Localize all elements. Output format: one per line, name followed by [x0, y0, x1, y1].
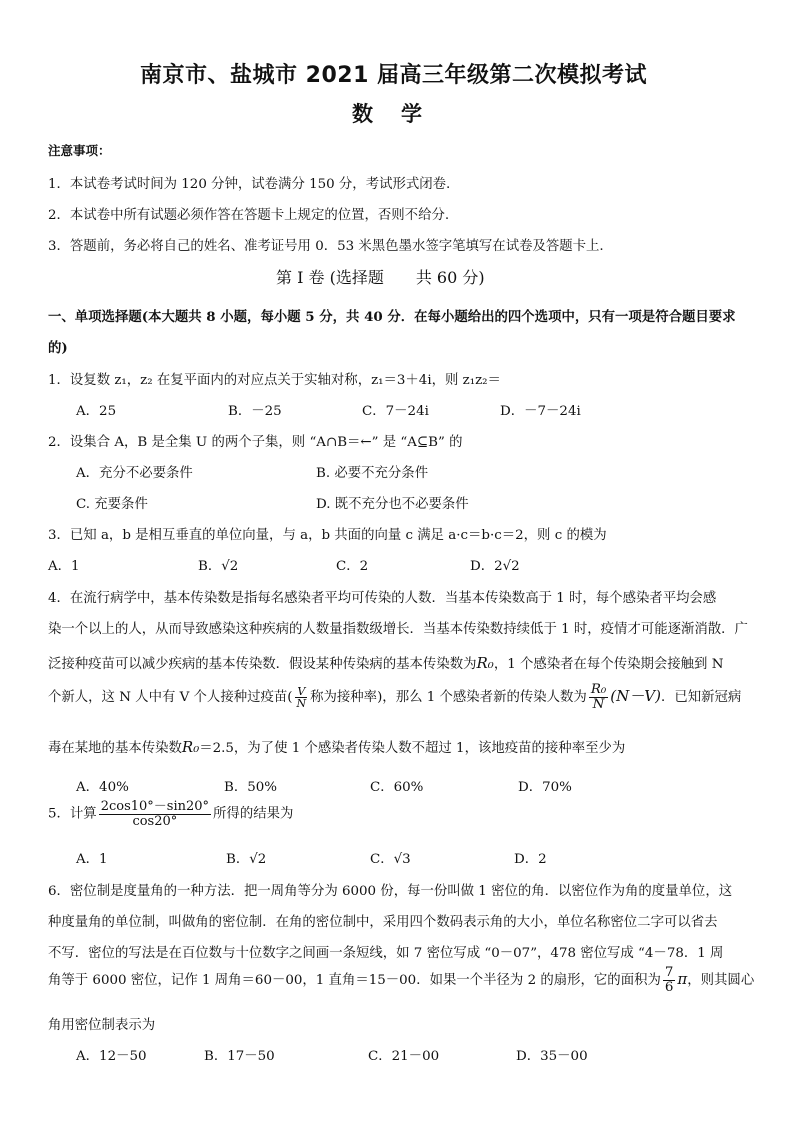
q4-option-d: D．70%: [518, 780, 572, 795]
q2-option-c: C. 充要条件: [76, 497, 148, 512]
q3-option-a: A．1: [48, 559, 80, 574]
q5-expression-fraction: [99, 800, 211, 828]
q4-line-1: 4．在流行病学中，基本传染数是指每名感染者平均可传染的人数．当基本传染数高于 1 时，每个感染者平均会感: [48, 591, 717, 606]
q6-option-d: D．35－00: [516, 1049, 588, 1064]
q6-frac-den: 6: [664, 980, 674, 996]
q2-stem: 2．设集合 A，B 是全集 U 的两个子集，则 “A∩B＝←” 是 “A⊆B” 的: [48, 435, 463, 450]
q2-option-a: A．充分不必要条件: [76, 466, 193, 481]
q6-option-a: A．12－50: [76, 1049, 147, 1064]
q4-line-3-text-a: 泛接种疫苗可以减少疾病的基本传染数．假设某种传染病的基本传染数为: [48, 657, 477, 672]
q4-option-c: C．60%: [370, 780, 424, 795]
q4-frac-v: V: [297, 684, 306, 698]
notice-item-2: 2．本试卷中所有试题必须作答在答题卡上规定的位置，否则不给分.: [48, 208, 450, 223]
q5-stem: [48, 800, 293, 828]
notice-heading: 注意事项：: [48, 143, 111, 158]
q5-option-d: D．2: [514, 852, 547, 867]
q4-frac-n-2: N: [592, 697, 605, 713]
q5-numerator: 2cos10°－sin20°: [100, 799, 210, 814]
q1-option-a: A．25: [76, 404, 117, 419]
q4-line-5-text-b: ＝2.5，为了使 1 个感染者传染人数不超过 1，该地疫苗的接种率至少为: [199, 741, 626, 756]
q1-option-b: B．－25: [228, 404, 282, 419]
q5-option-c: C．√3: [370, 852, 411, 867]
q3-option-b: B．√2: [198, 559, 239, 574]
q5-option-a: A．1: [76, 852, 108, 867]
q4-line-5: [48, 737, 625, 756]
q6-option-b: B．17－50: [204, 1049, 275, 1064]
q4-r0-symbol: R₀: [476, 654, 494, 672]
q3-option-d: D．2√2: [470, 559, 520, 574]
q4-line-4-text-b: 称为接种率)，那么 1 个感染者新的传染人数为: [310, 690, 587, 706]
q4-frac-n: N: [296, 697, 307, 711]
q6-line-2: 种度量角的单位制，叫做角的密位制．在角的密位制中，采用四个数码表示角的大小，单位名称密位二字可以省去: [48, 915, 718, 930]
subject-title: 数学: [352, 102, 450, 126]
q6-line-3: 不写．密位的写法是在百位数与十位数字之间画一条短线，如 7 密位写成 “0－07”，478 密位写成 “4－78．1 周: [48, 946, 724, 961]
q5-denominator: cos20°: [132, 813, 178, 829]
q1-stem: 1．设复数 z₁，z₂ 在复平面内的对应点关于实轴对称，z₁＝3＋4i，则 z₁z₂＝: [48, 373, 501, 388]
q4-line-4: [48, 683, 741, 712]
q4-r0-symbol-2: R₀: [181, 738, 200, 756]
section-intro-line-2: 的): [48, 340, 68, 356]
q4-option-a: A．40%: [76, 780, 129, 795]
exam-title: 南京市、盐城市 2021 届高三年级第二次模拟考试: [140, 63, 648, 88]
q6-line-1: 6．密位制是度量角的一种方法．把一周角等分为 6000 份，每一份叫做 1 密位的角．以密位作为角的度量单位，这: [48, 884, 733, 899]
q3-stem: 3．已知 a，b 是相互垂直的单位向量，与 a，b 共面的向量 c 满足 a·c＝b·c＝2，则 c 的模为: [48, 528, 607, 543]
notice-item-1: 1．本试卷考试时间为 120 分钟，试卷满分 150 分，考试形式闭卷.: [48, 177, 451, 192]
q4-frac-r0: R₀: [590, 682, 607, 697]
q6-line-4: [48, 966, 754, 995]
q4-vaccination-rate-fraction: [295, 686, 309, 710]
q6-frac-num: 7: [664, 965, 674, 980]
q4-line-3-text-b: ，1 个感染者在每个传染期会接触到 N: [493, 657, 724, 672]
notice-item-3: 3．答题前，务必将自己的姓名、准考证号用 0．53 米黑色墨水签字笔填写在试卷及答题卡上.: [48, 239, 604, 254]
q3-option-c: C．2: [336, 559, 369, 574]
q6-line-5: 角用密位制表示为: [48, 1018, 156, 1033]
q6-line-4-text-a: 角等于 6000 密位，记作 1 周角＝60－00，1 直角＝15－00．如果一个半径为 2 的扇形，它的面积为: [48, 973, 661, 989]
q5-option-b: B．√2: [226, 852, 267, 867]
q6-pi-symbol: π: [677, 970, 688, 989]
q1-option-d: D．－7－24i: [500, 404, 581, 419]
q5-prefix: 5．计算: [48, 806, 97, 822]
q1-option-c: C．7－24i: [362, 404, 429, 419]
q4-line-4-text-c: ．已知新冠病: [660, 690, 742, 706]
q2-option-d: D. 既不充分也不必要条件: [316, 497, 469, 512]
section-title: 第 I 卷 (选择题 共 60 分): [276, 268, 485, 287]
q2-option-b: B. 必要不充分条件: [316, 466, 429, 481]
q6-line-4-text-b: ，则其圆心: [687, 973, 755, 989]
section-intro-line-1: 一、单项选择题(本大题共 8 小题，每小题 5 分，共 40 分．在每小题给出的四个选项中，只有一项是符合题目要求: [48, 309, 736, 325]
q4-new-infections-fraction: [589, 683, 608, 712]
q6-option-c: C．21－00: [368, 1049, 440, 1064]
q5-suffix: 所得的结果为: [213, 806, 294, 822]
q4-line-2: 染一个以上的人，从而导致感染这种疾病的人数量指数级增长．当基本传染数持续低于 1 时，疫情才可能逐渐消散．广: [48, 622, 748, 637]
q4-line-4-text-a: 个新人，这 N 人中有 V 个人接种过疫苗(: [48, 690, 293, 706]
q4-line-3: [48, 653, 723, 672]
q6-area-fraction: [663, 966, 676, 995]
q4-option-b: B．50%: [224, 780, 277, 795]
q4-line-5-text-a: 毒在某地的基本传染数: [48, 741, 182, 756]
q4-frac-tail: (N－V): [610, 687, 661, 706]
